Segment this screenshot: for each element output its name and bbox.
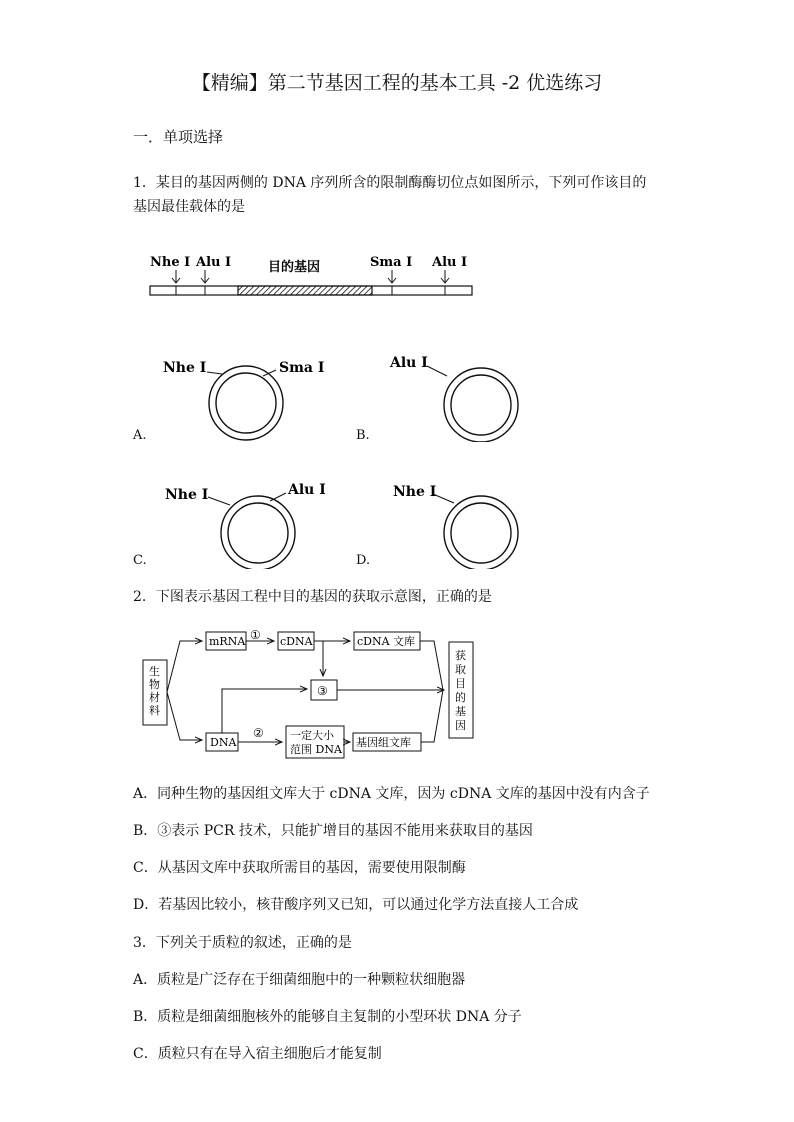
option-c-letter: C. <box>133 553 147 568</box>
q1-stem-line2: 基因最佳载体的是 <box>133 199 245 215</box>
option-a-label-nhe: Nhe Ⅰ <box>163 360 207 376</box>
q3-option-b: B．质粒是细菌细胞核外的能够自主复制的小型环状 DNA 分子 <box>133 1009 522 1025</box>
step1-label: ① <box>250 628 261 642</box>
cdna-label: cDNA <box>280 635 313 648</box>
q2-flow-diagram <box>140 625 485 765</box>
q1-stem-line1: 1．某目的基因两侧的 DNA 序列所含的限制酶酶切位点如图所示，下列可作该目的 <box>133 175 647 191</box>
site-alu-1: Alu Ⅰ <box>196 255 232 270</box>
genomic-library-label: 基因组文库 <box>356 736 411 749</box>
fragments-line1: 一定大小 <box>290 729 334 742</box>
option-a-plasmid <box>155 352 345 442</box>
q2-option-c: C．从基因文库中获取所需目的基因，需要使用限制酶 <box>133 860 466 876</box>
site-alu-2: Alu Ⅰ <box>432 255 468 270</box>
q2-stem: 2．下图表示基因工程中目的基因的获取示意图，正确的是 <box>133 589 492 605</box>
target-gene-segment <box>238 286 372 295</box>
option-d-label-nhe: Nhe Ⅰ <box>393 484 437 500</box>
option-b-label-alu: Alu Ⅰ <box>390 355 428 371</box>
target-label: 获取目的基因 <box>455 649 466 732</box>
q2-option-a: A．同种生物的基因组文库大于 cDNA 文库，因为 cDNA 文库的基因中没有内含子 <box>133 786 650 802</box>
fragments-line2: 范围 DNA <box>290 743 342 756</box>
option-b-plasmid <box>385 350 545 442</box>
site-sma: Sma Ⅰ <box>370 255 413 270</box>
q3-option-a: A．质粒是广泛存在于细菌细胞中的一种颗粒状细胞器 <box>133 972 466 988</box>
site-nhe: Nhe Ⅰ <box>150 255 191 270</box>
q2-option-b: B．③表示 PCR 技术，只能扩增目的基因不能用来获取目的基因 <box>133 823 533 839</box>
step2-label: ② <box>253 726 264 740</box>
q3-stem: 3．下列关于质粒的叙述，正确的是 <box>133 935 352 951</box>
cdna-library-label: cDNA 文库 <box>357 635 416 648</box>
source-label: 生物材料 <box>149 665 160 717</box>
q2-option-d: D．若基因比较小，核苷酸序列又已知，可以通过化学方法直接人工合成 <box>133 897 579 913</box>
option-c-label-nhe: Nhe Ⅰ <box>165 487 209 503</box>
step3-label: ③ <box>317 684 328 698</box>
option-a-letter: A. <box>133 428 147 443</box>
option-b-letter: B. <box>356 428 370 443</box>
q1-dna-diagram <box>148 250 478 300</box>
dna-strand <box>150 286 472 295</box>
q3-option-c: C．质粒只有在导入宿主细胞后才能复制 <box>133 1046 382 1062</box>
option-c-label-alu: Alu Ⅰ <box>288 482 326 498</box>
mrna-label: mRNA <box>209 635 246 648</box>
option-d-letter: D. <box>356 553 371 568</box>
option-a-label-sma: Sma Ⅰ <box>279 360 325 376</box>
option-c-plasmid <box>160 477 350 569</box>
gene-label: 目的基因 <box>268 260 321 275</box>
page-title: 【精编】第二节基因工程的基本工具 -2 优选练习 <box>191 72 603 94</box>
option-d-plasmid <box>388 477 548 569</box>
section-heading: 一．单项选择 <box>133 128 224 146</box>
dna-label: DNA <box>210 736 237 749</box>
